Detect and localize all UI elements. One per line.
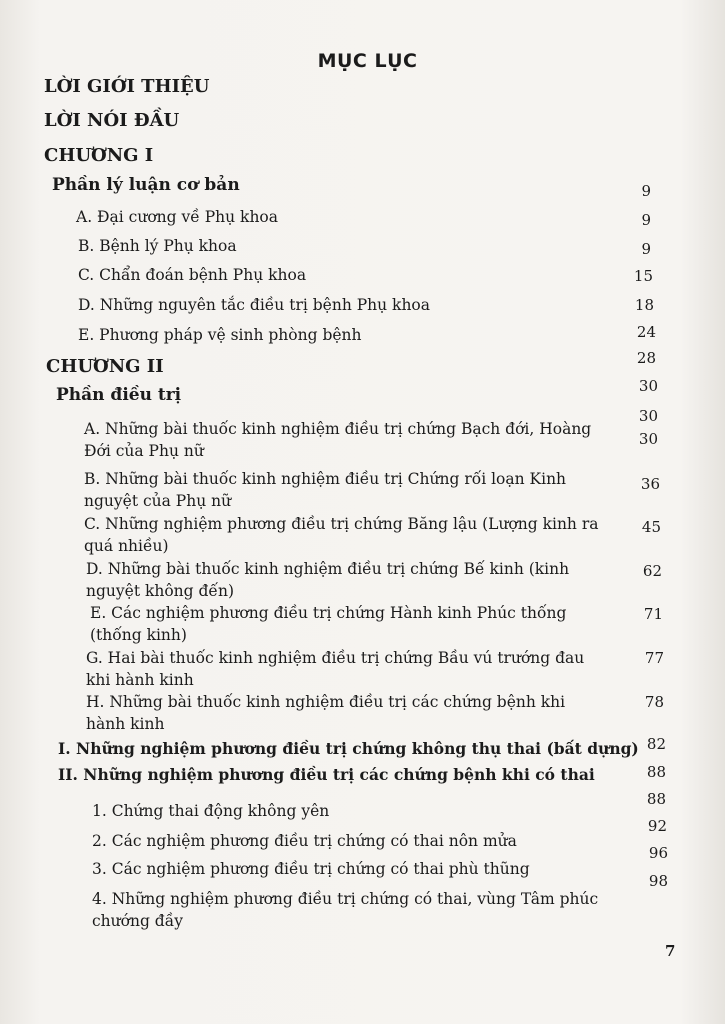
heading-chuong-1: CHƯƠNG I bbox=[44, 145, 154, 166]
page-number: 82 bbox=[646, 735, 666, 753]
page-number: 96 bbox=[648, 844, 668, 862]
page-number: 18 bbox=[634, 296, 654, 314]
page-number: 78 bbox=[644, 693, 664, 711]
page-number: 45 bbox=[641, 518, 661, 536]
page-number: 77 bbox=[644, 649, 664, 667]
page-number: 30 bbox=[638, 430, 658, 448]
page-title: MỤC LỤC bbox=[317, 50, 418, 72]
toc-entry-2g: G. Hai bài thuốc kinh nghiệm điều trị chứng Bầu vú trướng đau khi hành kinh bbox=[86, 649, 585, 689]
page-number: 88 bbox=[646, 763, 666, 781]
toc-entry-ii-4: 4. Những nghiệm phương điều trị chứng có thai, vùng Tâm phúc chướng đầy bbox=[92, 890, 599, 930]
toc-entry-ii-3: 3. Các nghiệm phương điều trị chứng có thai phù thũng bbox=[92, 860, 530, 878]
folio-page-number: 7 bbox=[665, 942, 676, 960]
heading-loi-gioi-thieu: LỜI GIỚI THIỆU bbox=[44, 76, 210, 97]
toc-entry-2b: B. Những bài thuốc kinh nghiệm điều trị Chứng rối loạn Kinh nguyệt của Phụ nữ bbox=[84, 470, 567, 510]
toc-entry-2h: H. Những bài thuốc kinh nghiệm điều trị các chứng bệnh khi hành kinh bbox=[86, 693, 566, 733]
toc-entry-1c: C. Chẩn đoán bệnh Phụ khoa bbox=[78, 266, 307, 284]
toc-section-ii: II. Những nghiệm phương điều trị các chứng bệnh khi có thai bbox=[58, 765, 595, 784]
page-number: 71 bbox=[643, 605, 663, 623]
toc-section-i: I. Những nghiệm phương điều trị chứng không thụ thai (bất dựng) bbox=[58, 739, 639, 758]
toc-entry-1a: A. Đại cương về Phụ khoa bbox=[76, 208, 278, 226]
page-number: 98 bbox=[648, 872, 668, 890]
page-number: 30 bbox=[638, 377, 658, 395]
toc-entry-2c: C. Những nghiệm phương điều trị chứng Băng lậu (Lượng kinh ra quá nhiều) bbox=[84, 515, 599, 555]
toc-entry-2a: A. Những bài thuốc kinh nghiệm điều trị chứng Bạch đới, Hoàng Đới của Phụ nữ bbox=[84, 420, 592, 460]
page-number: 36 bbox=[640, 475, 660, 493]
toc-entry-ii-1: 1. Chứng thai động không yên bbox=[92, 802, 330, 820]
page-number: 9 bbox=[641, 211, 651, 229]
toc-entry-1d: D. Những nguyên tắc điều trị bệnh Phụ khoa bbox=[78, 296, 430, 314]
heading-loi-noi-dau: LỜI NÓI ĐẦU bbox=[44, 110, 180, 131]
heading-chuong-2: CHƯƠNG II bbox=[46, 356, 164, 377]
page-number: 28 bbox=[636, 349, 656, 367]
page-number: 24 bbox=[636, 323, 656, 341]
page-number: 62 bbox=[642, 562, 662, 580]
page-number: 9 bbox=[641, 240, 651, 258]
heading-phan-dieu-tri: Phần điều trị bbox=[56, 385, 182, 405]
toc-entry-ii-2: 2. Các nghiệm phương điều trị chứng có thai nôn mửa bbox=[92, 832, 517, 850]
toc-entry-1e: E. Phương pháp vệ sinh phòng bệnh bbox=[78, 326, 362, 344]
toc-entry-2e: E. Các nghiệm phương điều trị chứng Hành kinh Phúc thống (thống kinh) bbox=[90, 604, 567, 644]
page-number: 15 bbox=[633, 267, 653, 285]
page-number: 9 bbox=[641, 182, 651, 200]
toc-entry-1b: B. Bệnh lý Phụ khoa bbox=[78, 237, 237, 255]
heading-phan-ly-luan: Phần lý luận cơ bản bbox=[52, 175, 240, 195]
page-number: 88 bbox=[646, 790, 666, 808]
page-number: 92 bbox=[647, 817, 667, 835]
toc-entry-2d: D. Những bài thuốc kinh nghiệm điều trị chứng Bế kinh (kinh nguyệt không đến) bbox=[86, 560, 570, 600]
page-number: 30 bbox=[638, 407, 658, 425]
